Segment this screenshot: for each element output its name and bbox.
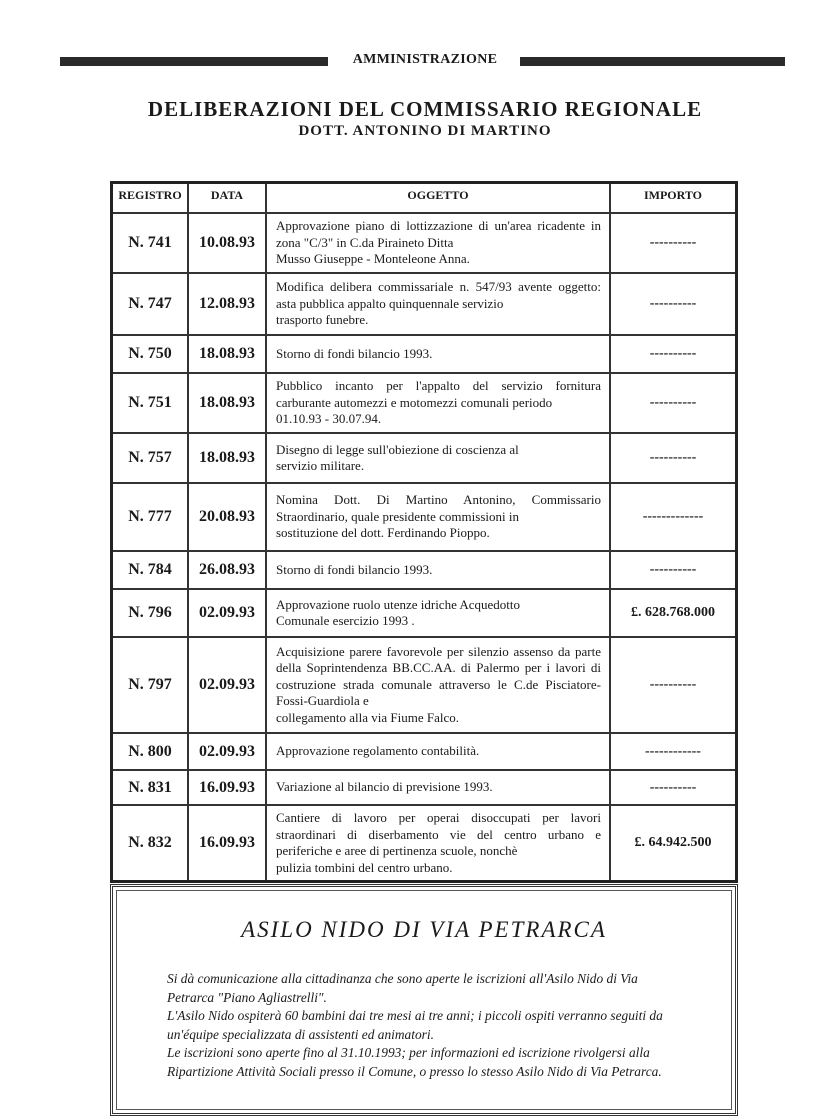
table-header-row (112, 183, 737, 214)
subject-cell: Approvazione ruolo utenze idriche Acquedotto Comunale esercizio 1993 . (266, 589, 610, 637)
column-header-importo: IMPORTO (610, 183, 737, 214)
amount-cell: £. 628.768.000 (610, 589, 737, 637)
registro-cell: N. 796 (112, 589, 189, 637)
subject-cell: Disegno di legge sull'obiezione di coscienza al servizio militare. (266, 433, 610, 483)
subject-cell: Variazione al bilancio di previsione 1993. (266, 770, 610, 805)
registro-cell: N. 751 (112, 373, 189, 433)
amount-cell: ---------- (610, 551, 737, 589)
table-row (112, 483, 737, 551)
amount-cell: ------------ (610, 733, 737, 770)
registro-cell: N. 797 (112, 637, 189, 733)
registro-cell: N. 832 (112, 805, 189, 882)
date-cell: 02.09.93 (188, 589, 266, 637)
amount-cell: ---------- (610, 433, 737, 483)
date-cell: 20.08.93 (188, 483, 266, 551)
registro-cell: N. 750 (112, 335, 189, 373)
notice-body: Si dà comunicazione alla cittadinanza che sono aperte le iscrizioni all'Asilo Nido di Via Petrarca "Piano Agliastrelli". L'Asilo Nido ospiterà 60 bambini dai tre mesi ai tre anni; i piccoli ospiti verranno seguiti da un'équipe specializzata di assistenti ed animatori. Le iscrizioni sono aperte fino al 31.10.1993; per informazioni ed iscrizione rivolgersi alla Ripartizione Attività Sociali presso il Comune, o presso lo stesso Asilo Nido di Via Petrarca. (167, 971, 663, 1079)
date-cell: 12.08.93 (188, 273, 266, 335)
date-cell: 02.09.93 (188, 733, 266, 770)
column-header-data: DATA (188, 183, 266, 214)
header-rule-right (520, 57, 785, 66)
amount-cell: ---------- (610, 213, 737, 273)
registro-cell: N. 831 (112, 770, 189, 805)
subject-cell: Storno di fondi bilancio 1993. (266, 335, 610, 373)
registro-cell: N. 757 (112, 433, 189, 483)
date-cell: 18.08.93 (188, 373, 266, 433)
amount-cell: ---------- (610, 335, 737, 373)
table-row (112, 335, 737, 373)
table-row (112, 373, 737, 433)
subject-cell: Modifica delibera commissariale n. 547/93 avente oggetto: asta pubblica appalto quinquennale servizio trasporto funebre. (266, 273, 610, 335)
column-header-oggetto: OGGETTO (266, 183, 610, 214)
amount-cell: ---------- (610, 373, 737, 433)
registro-cell: N. 784 (112, 551, 189, 589)
column-header-registro: REGISTRO (112, 183, 189, 214)
date-cell: 18.08.93 (188, 433, 266, 483)
date-cell: 16.09.93 (188, 805, 266, 882)
date-cell: 10.08.93 (188, 213, 266, 273)
subject-cell: Pubblico incanto per l'appalto del servizio fornitura carburante automezzi e motomezzi comunali periodo 01.10.93 - 30.07.94. (266, 373, 610, 433)
date-cell: 18.08.93 (188, 335, 266, 373)
notice-box (110, 884, 738, 1116)
table-row (112, 637, 737, 733)
registro-cell: N. 800 (112, 733, 189, 770)
amount-cell: ---------- (610, 770, 737, 805)
amount-cell: ------------- (610, 483, 737, 551)
subject-cell: Storno di fondi bilancio 1993. (266, 551, 610, 589)
date-cell: 02.09.93 (188, 637, 266, 733)
table-row (112, 433, 737, 483)
subject-cell: Approvazione piano di lottizzazione di un'area ricadente in zona "C/3" in C.da Piraineto Ditta Musso Giuseppe - Monteleone Anna. (266, 213, 610, 273)
table-row (112, 805, 737, 882)
header-rule-left (60, 57, 328, 66)
registro-cell: N. 777 (112, 483, 189, 551)
amount-cell: £. 64.942.500 (610, 805, 737, 882)
date-cell: 26.08.93 (188, 551, 266, 589)
subject-cell: Cantiere di lavoro per operai disoccupati per lavori straordinari di diserbamento vie del centro urbano e periferiche e aree di pertinenza scuole, nonchè pulizia tombini del centro urbano. (266, 805, 610, 882)
date-cell: 16.09.93 (188, 770, 266, 805)
registro-cell: N. 741 (112, 213, 189, 273)
table-row (112, 589, 737, 637)
table-row (112, 733, 737, 770)
section-label: AMMINISTRAZIONE (352, 52, 498, 67)
amount-cell: ---------- (610, 273, 737, 335)
page-subtitle: DOTT. ANTONINO DI MARTINO (298, 123, 552, 139)
table-row (112, 273, 737, 335)
subject-cell: Nomina Dott. Di Martino Antonino, Commissario Straordinario, quale presidente commissioni in sostituzione del dott. Ferdinando Pioppo. (266, 483, 610, 551)
page-title: DELIBERAZIONI DEL COMMISSARIO REGIONALE (147, 97, 703, 121)
deliberations-table (110, 181, 738, 883)
subject-cell: Approvazione regolamento contabilità. (266, 733, 610, 770)
table-row (112, 213, 737, 273)
amount-cell: ---------- (610, 637, 737, 733)
notice-title: ASILO NIDO DI VIA PETRARCA (241, 917, 607, 942)
registro-cell: N. 747 (112, 273, 189, 335)
table-row (112, 770, 737, 805)
subject-cell: Acquisizione parere favorevole per silenzio assenso da parte della Soprintendenza BB.CC.AA. di Palermo per i lavori di costruzione strada comunale attraverso le C.de Pisciatore-Fossi-Guardiola e collegamento alla via Fiume Falco. (266, 637, 610, 733)
table-row (112, 551, 737, 589)
